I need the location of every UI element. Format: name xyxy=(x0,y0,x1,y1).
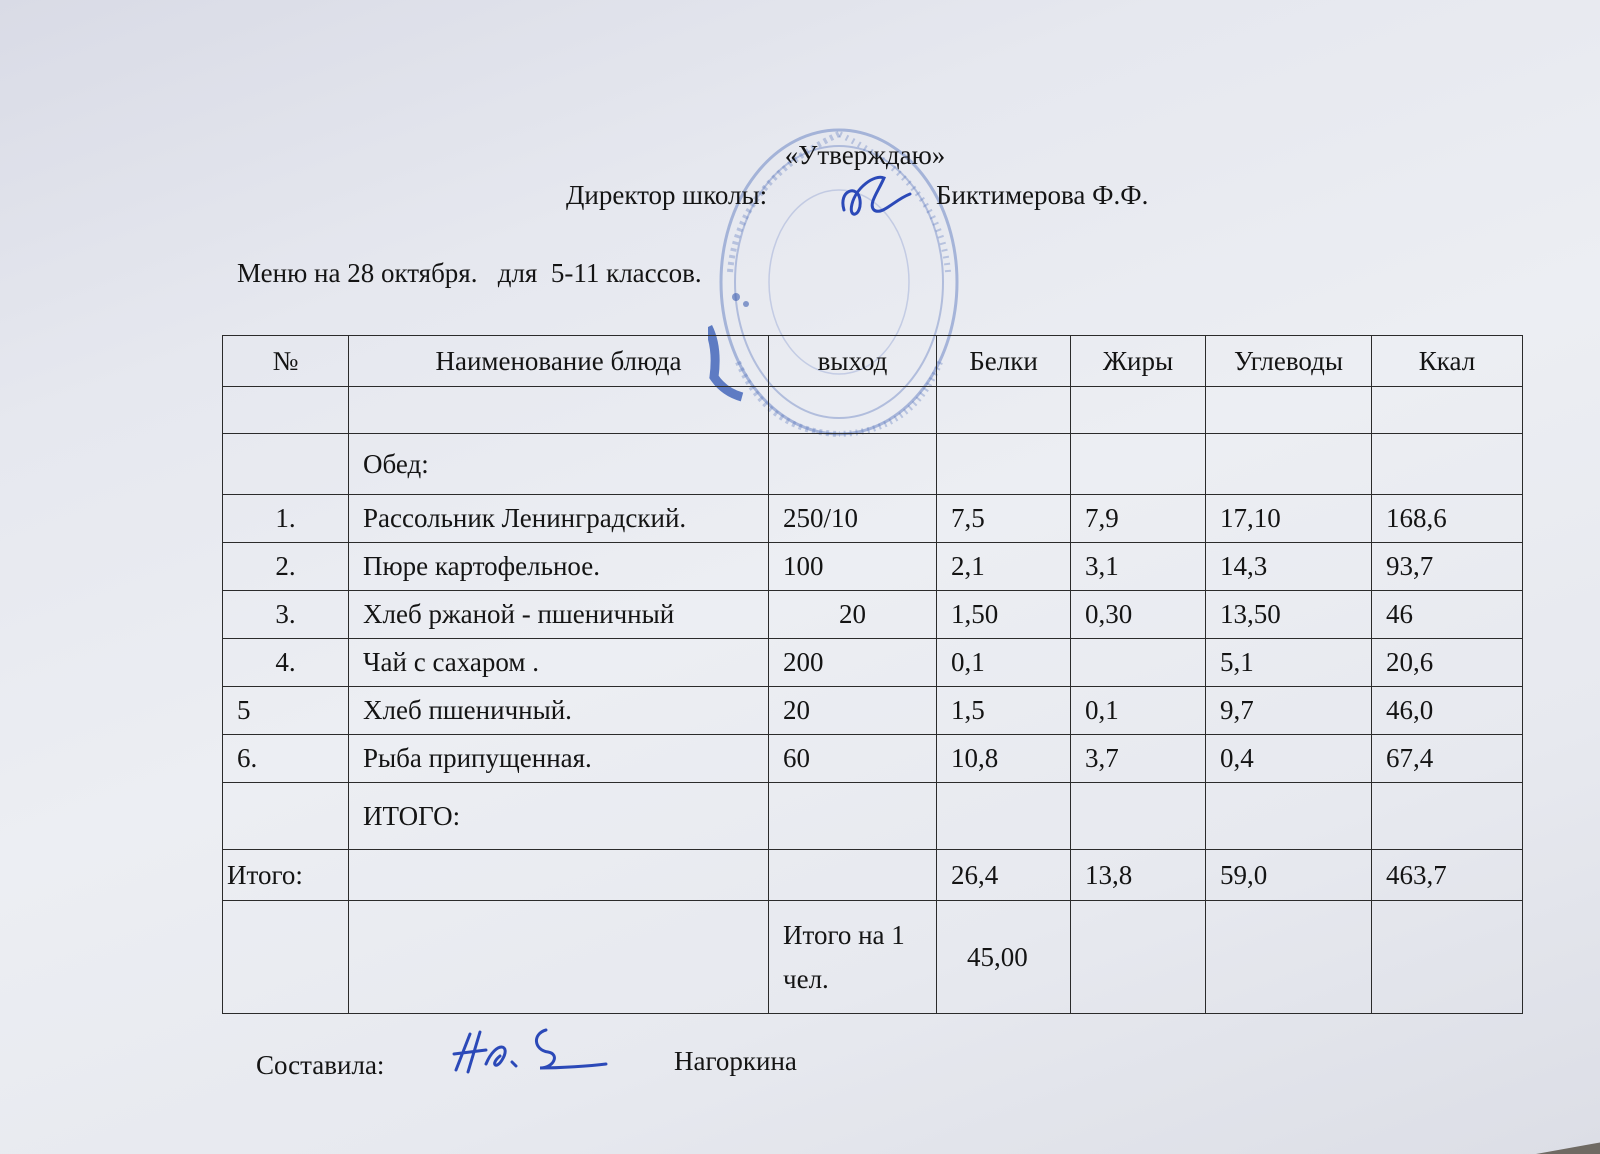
total-row xyxy=(223,850,1523,901)
dish-protein: 1,50 xyxy=(937,591,1071,639)
dish-name: Чай с сахаром . xyxy=(349,639,769,687)
dish-num: 5 xyxy=(223,687,349,735)
dish-output: 250/10 xyxy=(769,495,937,543)
dish-fat: 3,7 xyxy=(1071,735,1206,783)
compiled-label: Составила: xyxy=(256,1050,385,1080)
empty-row xyxy=(223,387,1523,434)
per-person-label: Итого на 1 чел. xyxy=(769,901,937,1014)
table-row xyxy=(223,495,1523,543)
director-name: Биктимерова Ф.Ф. xyxy=(936,180,1149,210)
dish-carbs: 14,3 xyxy=(1206,543,1372,591)
menu-title: Меню на 28 октября. для 5-11 классов. xyxy=(237,258,702,288)
dish-num: 6. xyxy=(223,735,349,783)
per-person-row xyxy=(223,901,1523,1014)
compiled-name: Нагоркина xyxy=(674,1046,797,1076)
total-label: Итого: xyxy=(223,850,349,901)
dish-carbs: 9,7 xyxy=(1206,687,1372,735)
director-label: Директор школы: xyxy=(566,180,768,210)
dish-fat xyxy=(1071,639,1206,687)
dish-name: Рассольник Ленинградский. xyxy=(349,495,769,543)
dish-num: 4. xyxy=(223,639,349,687)
total-carbs: 59,0 xyxy=(1206,850,1372,901)
header-fat: Жиры xyxy=(1071,336,1206,387)
approval-heading: «Утверждаю» xyxy=(784,140,946,170)
dish-protein: 0,1 xyxy=(937,639,1071,687)
dish-carbs: 5,1 xyxy=(1206,639,1372,687)
dish-name: Хлеб пшеничный. xyxy=(349,687,769,735)
total-protein: 26,4 xyxy=(937,850,1071,901)
header-carbs: Углеводы xyxy=(1206,336,1372,387)
table-header-row xyxy=(223,336,1523,387)
total-fat: 13,8 xyxy=(1071,850,1206,901)
dish-name: Хлеб ржаной - пшеничный xyxy=(349,591,769,639)
dish-kcal: 67,4 xyxy=(1372,735,1523,783)
header-kcal: Ккал xyxy=(1372,336,1523,387)
dish-carbs: 17,10 xyxy=(1206,495,1372,543)
table-row xyxy=(223,591,1523,639)
dish-carbs: 13,50 xyxy=(1206,591,1372,639)
dish-protein: 10,8 xyxy=(937,735,1071,783)
header-output: выход xyxy=(769,336,937,387)
table-row xyxy=(223,543,1523,591)
dish-output: 200 xyxy=(769,639,937,687)
dish-protein: 1,5 xyxy=(937,687,1071,735)
table-row xyxy=(223,735,1523,783)
dish-num: 1. xyxy=(223,495,349,543)
dish-num: 3. xyxy=(223,591,349,639)
dish-name: Рыба припущенная. xyxy=(349,735,769,783)
dish-kcal: 93,7 xyxy=(1372,543,1523,591)
table-row xyxy=(223,687,1523,735)
itogo-row xyxy=(223,783,1523,850)
section-label: Обед: xyxy=(349,434,769,495)
dish-fat: 3,1 xyxy=(1071,543,1206,591)
dish-protein: 2,1 xyxy=(937,543,1071,591)
dish-fat: 7,9 xyxy=(1071,495,1206,543)
total-kcal: 463,7 xyxy=(1372,850,1523,901)
dish-fat: 0,1 xyxy=(1071,687,1206,735)
director-line xyxy=(566,180,1149,211)
dish-output: 60 xyxy=(769,735,937,783)
header-num: № xyxy=(223,336,349,387)
header-dish-name: Наименование блюда xyxy=(349,336,769,387)
dish-kcal: 46,0 xyxy=(1372,687,1523,735)
header-protein: Белки xyxy=(937,336,1071,387)
menu-table xyxy=(222,335,1523,1014)
dish-num: 2. xyxy=(223,543,349,591)
dish-output: 100 xyxy=(769,543,937,591)
itogo-label: ИТОГО: xyxy=(349,783,769,850)
dish-carbs: 0,4 xyxy=(1206,735,1372,783)
dish-fat: 0,30 xyxy=(1071,591,1206,639)
compiled-by-line xyxy=(256,1046,797,1081)
dish-name: Пюре картофельное. xyxy=(349,543,769,591)
dish-protein: 7,5 xyxy=(937,495,1071,543)
dish-output: 20 xyxy=(769,591,937,639)
per-person-value: 45,00 xyxy=(937,901,1071,1014)
dish-kcal: 46 xyxy=(1372,591,1523,639)
dish-output: 20 xyxy=(769,687,937,735)
dish-kcal: 168,6 xyxy=(1372,495,1523,543)
table-row xyxy=(223,639,1523,687)
section-row-lunch xyxy=(223,434,1523,495)
dish-kcal: 20,6 xyxy=(1372,639,1523,687)
